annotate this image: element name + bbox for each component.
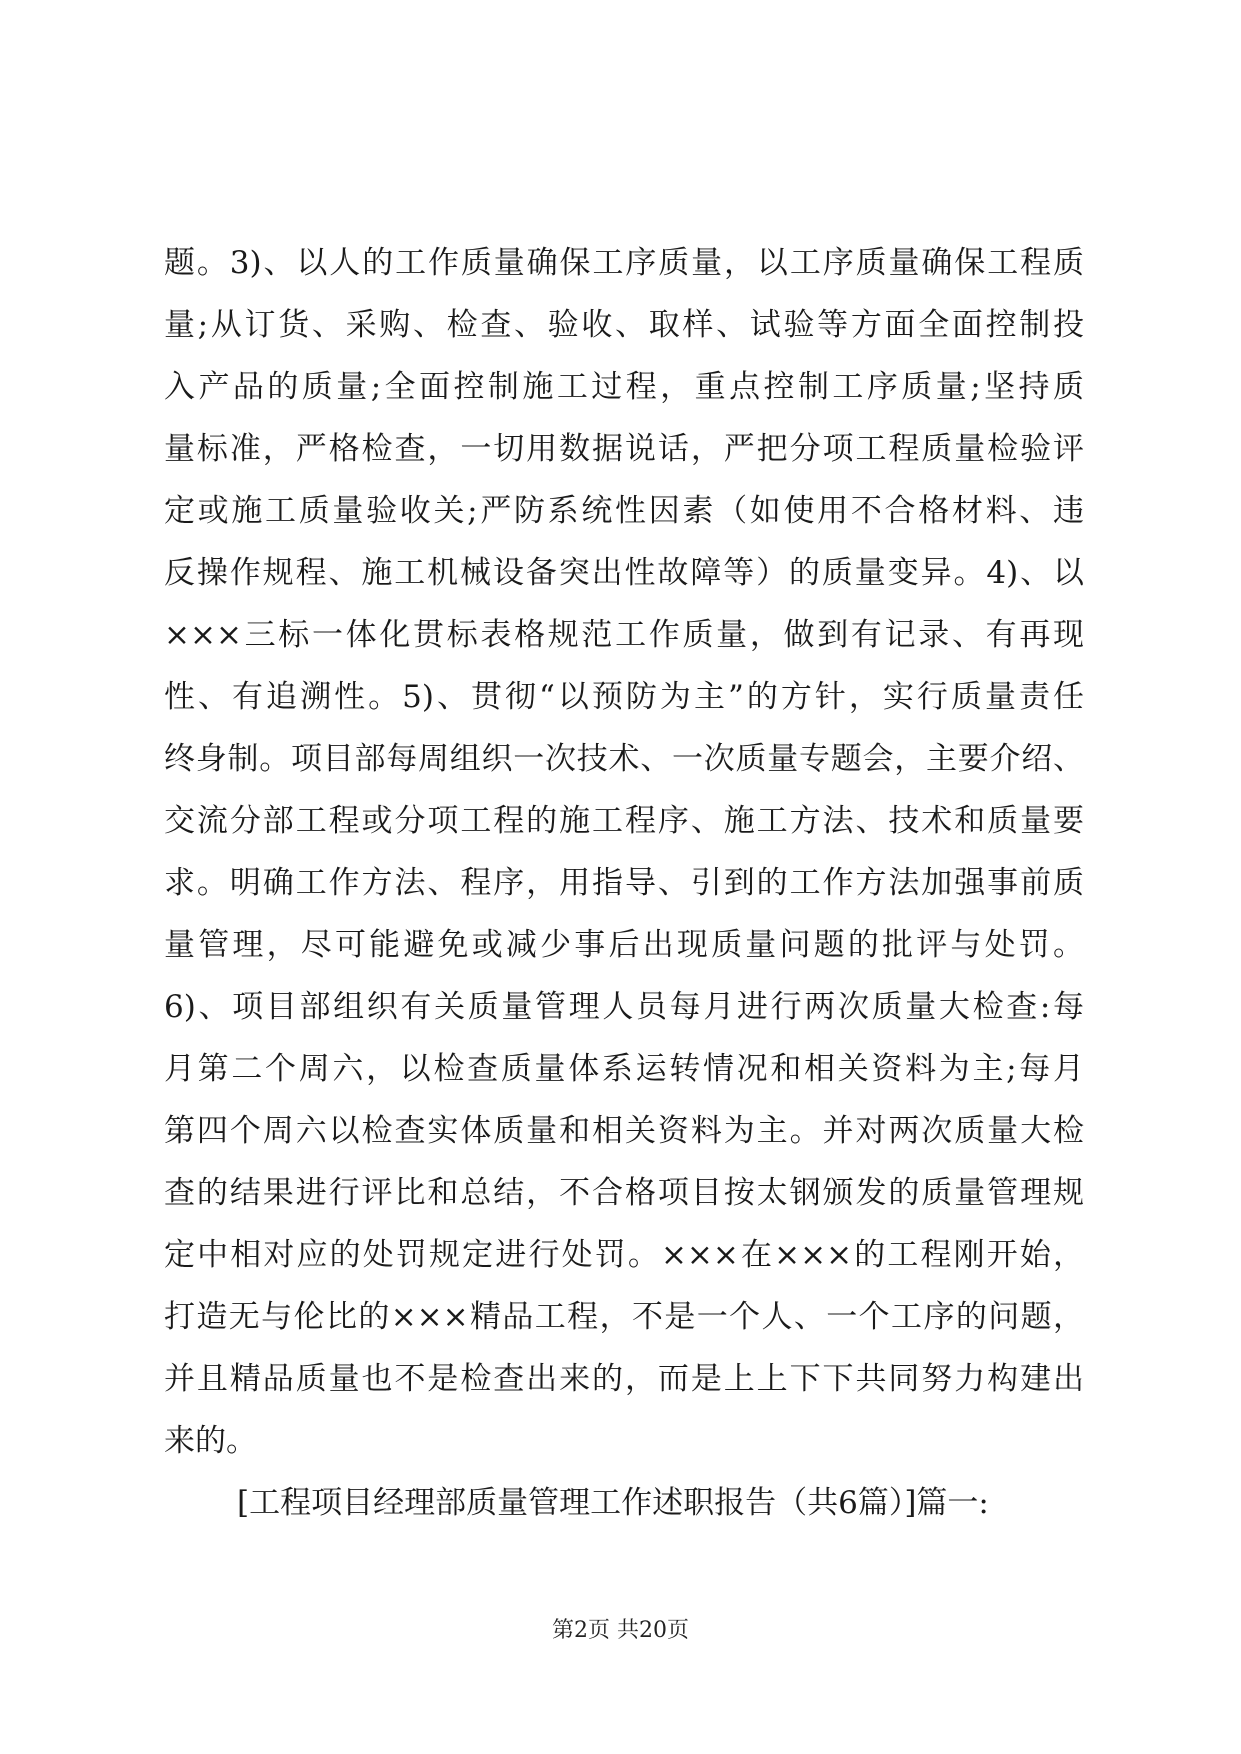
text-line: 量管理，尽可能避免或减少事后出现质量问题的批评与处罚。 (164, 927, 1084, 963)
text-line: 6)、项目部组织有关质量管理人员每月进行两次质量大检查:每 (164, 989, 1084, 1025)
text-line: 第四个周六以检查实体质量和相关资料为主。并对两次质量大检 (164, 1113, 1084, 1149)
page-footer (0, 1616, 1241, 1646)
text-line: 量标准，严格检查，一切用数据说话，严把分项工程质量检验评 (164, 431, 1084, 467)
text-line: 定中相对应的处罚规定进行处罚。×××在×××的工程刚开始， (164, 1237, 1084, 1273)
text-line: 终身制。项目部每周组织一次技术、一次质量专题会，主要介绍、 (164, 741, 1084, 777)
text-line: 反操作规程、施工机械设备突出性故障等）的质量变异。4)、以 (164, 555, 1084, 591)
text-line: 定或施工质量验收关;严防系统性因素（如使用不合格材料、违 (164, 493, 1084, 529)
text-line: 月第二个周六，以检查质量体系运转情况和相关资料为主;每月 (164, 1051, 1084, 1087)
section-heading: [工程项目经理部质量管理工作述职报告（共6篇）]篇一: (237, 1485, 989, 1521)
text-line: 打造无与伦比的×××精品工程，不是一个人、一个工序的问题， (164, 1299, 1084, 1335)
document-body (164, 232, 1084, 1534)
text-line: 交流分部工程或分项工程的施工程序、施工方法、技术和质量要 (164, 803, 1084, 839)
text-line: 入产品的质量;全面控制施工过程，重点控制工序质量;坚持质 (164, 369, 1084, 405)
text-line: 求。明确工作方法、程序，用指导、引到的工作方法加强事前质 (164, 865, 1084, 901)
text-line: 来的。 (164, 1423, 257, 1459)
text-line: 并且精品质量也不是检查出来的，而是上上下下共同努力构建出 (164, 1361, 1084, 1397)
page-number: 第2页 共20页 (552, 1618, 689, 1643)
text-line: 性、有追溯性。5)、贯彻“以预防为主”的方针，实行质量责任 (164, 679, 1084, 715)
text-line: 题。3)、以人的工作质量确保工序质量，以工序质量确保工程质 (164, 245, 1084, 281)
text-line: ×××三标一体化贯标表格规范工作质量，做到有记录、有再现 (164, 617, 1084, 653)
text-line: 查的结果进行评比和总结，不合格项目按太钢颁发的质量管理规 (164, 1175, 1084, 1211)
text-line: 量;从订货、采购、检查、验收、取样、试验等方面全面控制投 (164, 307, 1084, 343)
